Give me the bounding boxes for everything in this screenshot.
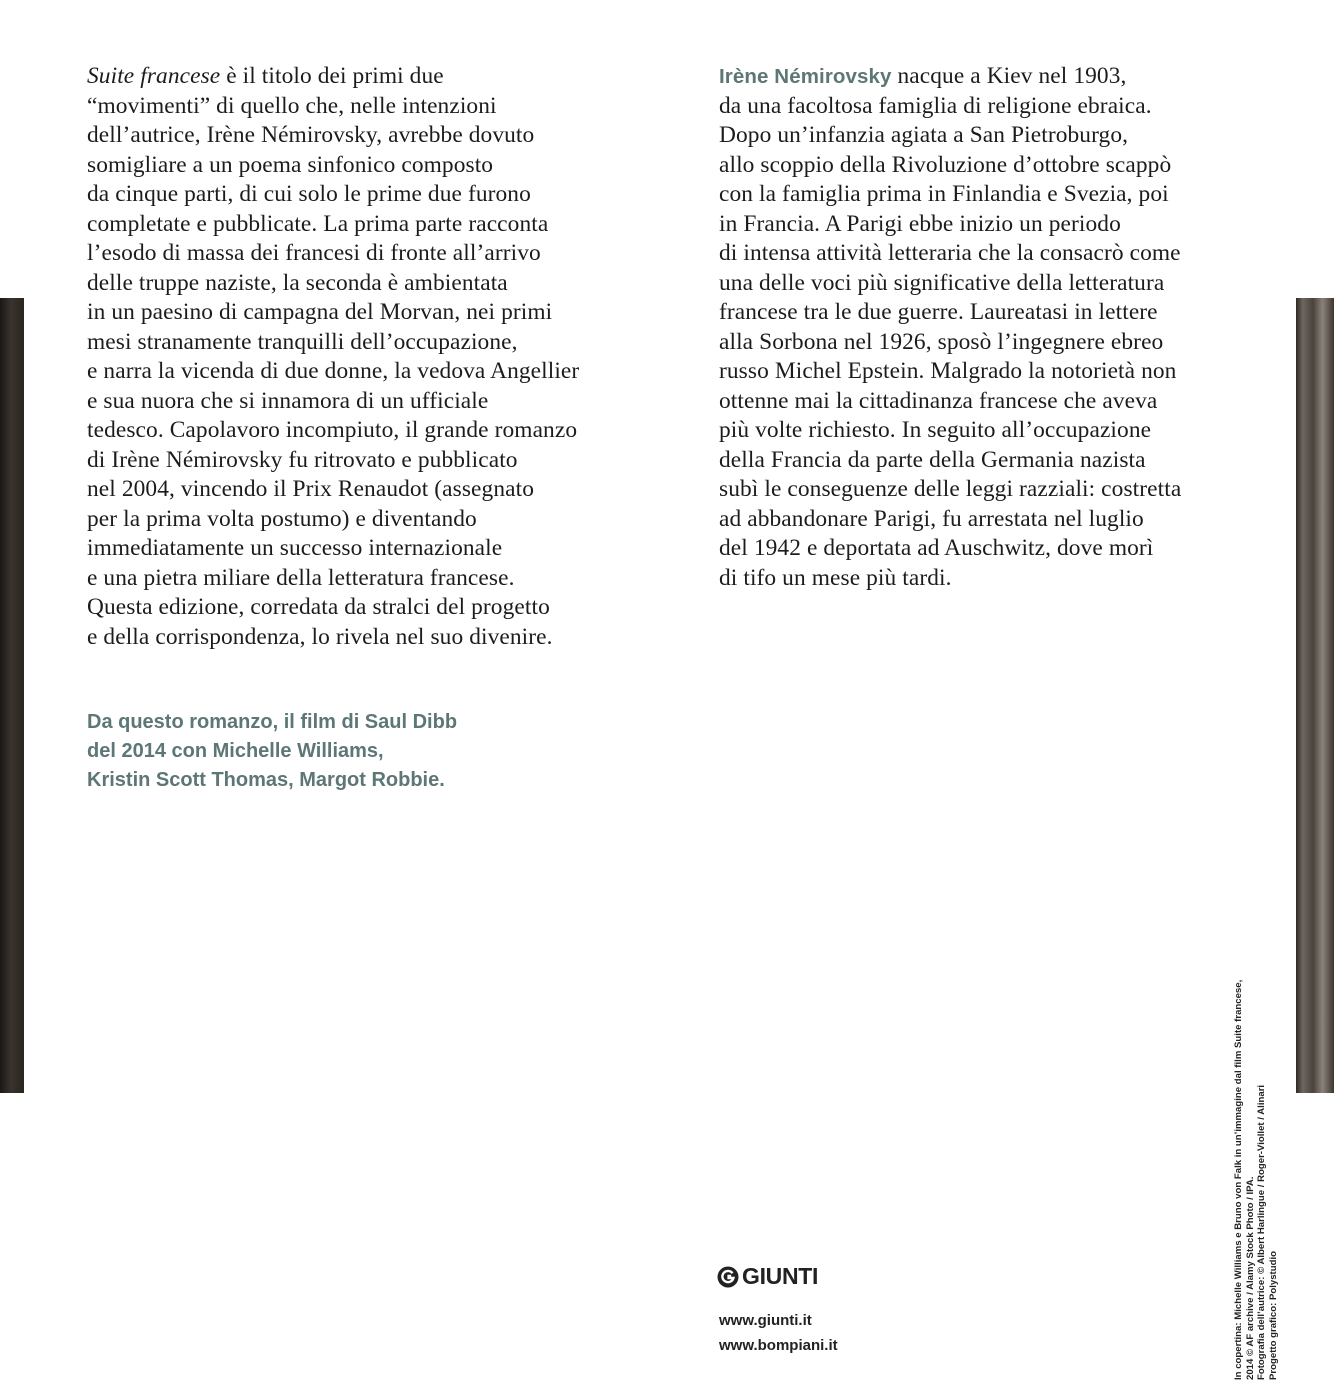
synopsis-first-line	[87, 62, 647, 92]
film-note-line: Kristin Scott Thomas, Margot Robbie.	[87, 769, 445, 791]
credit-text	[1233, 940, 1279, 1380]
synopsis-line: l’esodo di massa dei francesi di fronte all’arrivo	[87, 240, 541, 266]
bio-line: in Francia. A Parigi ebbe inizio un periodo	[719, 210, 1121, 237]
credit-line: In copertina: Michelle Williams e Bruno von Falk in un’immagine dal film Suite francese,	[1233, 979, 1244, 1380]
synopsis-line: e narra la vicenda di due donne, la vedova Angellier	[87, 358, 580, 384]
publisher-websites	[719, 1308, 838, 1358]
synopsis-line: e una pietra miliare della letteratura francese.	[87, 564, 515, 591]
bio-line: allo scoppio della Rivoluzione d’ottobre scappò	[719, 151, 1172, 178]
bio-line: da una facoltosa famiglia di religione ebraica.	[719, 92, 1152, 119]
synopsis-line: in un paesino di campagna del Morvan, nei primi	[87, 299, 553, 325]
synopsis-line: nel 2004, vincendo il Prix Renaudot (assegnato	[87, 476, 534, 502]
publisher-name: GIUNTI	[742, 1263, 819, 1289]
bio-line: subì le conseguenze delle leggi razziali: costretta	[719, 476, 1182, 502]
publisher-logo	[717, 1263, 818, 1290]
photo-credits	[1233, 940, 1279, 1380]
film-note-text	[87, 708, 457, 795]
synopsis-text	[87, 92, 647, 653]
bio-line: del 1942 e deportata ad Auschwitz, dove morì	[719, 535, 1154, 561]
synopsis-line: delle truppe naziste, la seconda è ambientata	[87, 269, 508, 296]
book-title: Suite francese	[87, 63, 221, 89]
credit-line: 2014 © AF archive / Alamy Stock Photo / IPA.	[1244, 1176, 1256, 1380]
website-bompiani[interactable]: www.bompiani.it	[719, 1337, 838, 1354]
synopsis-line: completate e pubblicate. La prima parte racconta	[87, 210, 549, 237]
bio-line: ottenne mai la cittadinanza francese che aveva	[719, 387, 1158, 414]
synopsis-line: Questa edizione, corredata da stralci del progetto	[87, 594, 550, 620]
bio-line: di intensa attività letteraria che la consacrò come	[719, 240, 1181, 266]
synopsis-line: per la prima volta postumo) e diventando	[87, 505, 477, 532]
bio-first-line	[719, 62, 1239, 92]
website-giunti[interactable]: www.giunti.it	[719, 1312, 812, 1329]
bio-line: di tifo un mese più tardi.	[719, 564, 952, 591]
synopsis-line: di Irène Némirovsky fu ritrovato e pubblicato	[87, 446, 518, 473]
film-note-line: Da questo romanzo, il film di Saul Dibb	[87, 711, 458, 733]
author-name: Irène Némirovsky	[719, 65, 892, 88]
bio-first-line-text: nacque a Kiev nel 1903,	[891, 63, 1127, 89]
author-bio-text	[719, 92, 1239, 594]
cover-photo-edge-right	[1296, 298, 1334, 1093]
bio-line: francese tra le due guerre. Laureatasi in lettere	[719, 299, 1158, 325]
film-note	[87, 708, 457, 795]
bio-line: Dopo un’infanzia agiata a San Pietroburgo,	[719, 122, 1129, 148]
bio-line: con la famiglia prima in Finlandia e Svezia, poi	[719, 181, 1169, 207]
bio-line: russo Michel Epstein. Malgrado la notorietà non	[719, 358, 1177, 384]
film-note-line: del 2014 con Michelle Williams,	[87, 740, 384, 762]
cover-photo-edge-left	[0, 298, 24, 1093]
synopsis-line: somigliare a un poema sinfonico composto	[87, 151, 494, 178]
credit-line: Fotografia dell’autrice: © Albert Harlingue / Roger-Viollet / Alinari	[1256, 1084, 1267, 1380]
giunti-g-icon	[717, 1266, 739, 1288]
synopsis-column	[87, 62, 647, 652]
bio-line: ad abbandonare Parigi, fu arrestata nel luglio	[719, 505, 1144, 532]
synopsis-line: e della corrispondenza, lo rivela nel suo divenire.	[87, 623, 553, 650]
synopsis-line: tedesco. Capolavoro incompiuto, il grande romanzo	[87, 417, 578, 443]
bio-line: alla Sorbona nel 1926, sposò l’ingegnere ebreo	[719, 328, 1164, 355]
bio-line: una delle voci più significative della letteratura	[719, 269, 1165, 296]
bio-line: della Francia da parte della Germania nazista	[719, 446, 1146, 473]
synopsis-line: dell’autrice, Irène Némirovsky, avrebbe dovuto	[87, 122, 535, 148]
synopsis-line: mesi stranamente tranquilli dell’occupazione,	[87, 328, 518, 355]
synopsis-first-line-text: è il titolo dei primi due	[220, 63, 444, 89]
synopsis-line: da cinque parti, di cui solo le prime due furono	[87, 181, 531, 207]
credit-line: Progetto grafico: Polystudio	[1267, 1251, 1279, 1380]
synopsis-line: immediatamente un successo internazionale	[87, 535, 503, 561]
bio-line: più volte richiesto. In seguito all’occupazione	[719, 417, 1152, 443]
author-bio-column	[719, 62, 1239, 593]
synopsis-line: e sua nuora che si innamora di un ufficiale	[87, 387, 489, 414]
synopsis-line: “movimenti” di quello che, nelle intenzioni	[87, 92, 497, 119]
